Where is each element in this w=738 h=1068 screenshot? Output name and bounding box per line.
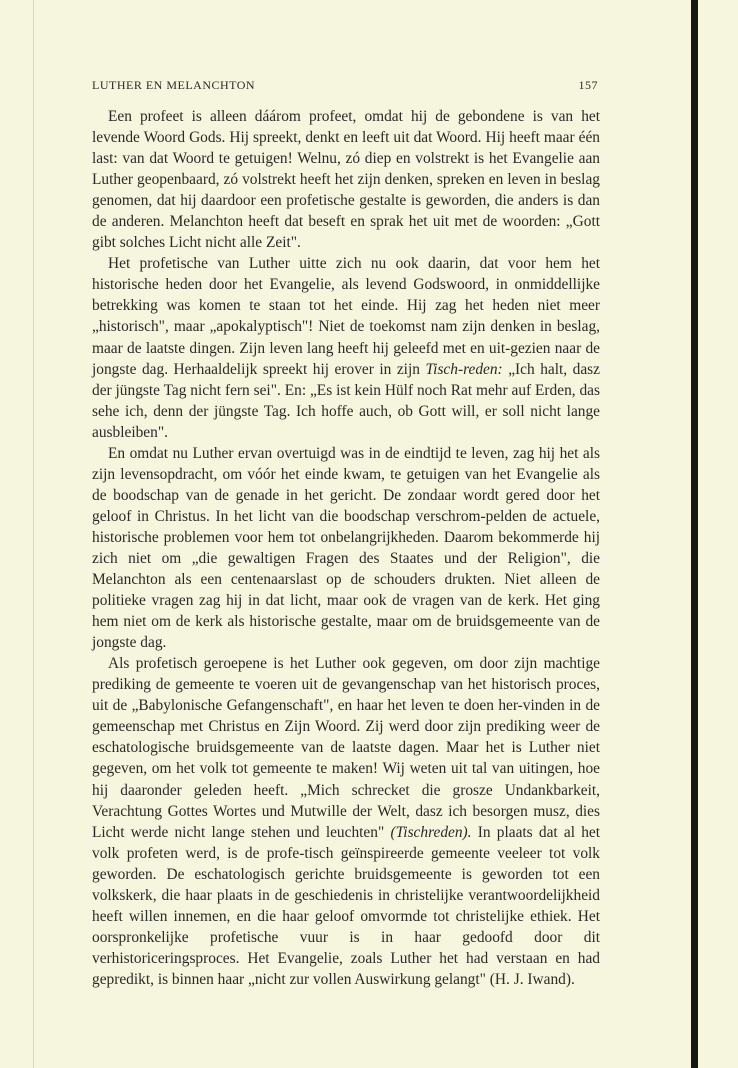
paragraph-text: Een profeet is alleen dáárom profeet, omdat hij de gebondene is van het levende Woord Gods. Hij spreekt, denkt en leeft uit dat Woord. Hij heeft maar één last: van dat Woord te getuigen! Welnu, zó diep en volstrekt is het Evangelie aan Luther geopenbaard, zó volstrekt heeft het zijn denken, spreken en leven in beslag genomen, dat hij daardoor een profetische gestalte is geworden, die anders is dan de anderen. Melanchton heeft dat beseft en sprak het uit met de woorden: „Gott gibt solches Licht nicht alle Zeit". — [92, 108, 600, 252]
paragraph — [92, 253, 600, 442]
paragraph — [92, 106, 600, 253]
running-head: LUTHER EN MELANCHTON — [92, 78, 256, 92]
page-header — [92, 78, 598, 94]
paragraph — [92, 653, 600, 990]
scan-binding-shadow — [691, 0, 698, 1068]
paragraph-text: „Ich halt, dasz der jüngste Tag nicht fern sei". En: „Es ist kein Hülf noch Rat mehr auf Erden, das sehe ich, denn der jüngste Tag. Ich hoffe auch, ob Gott will, er soll nicht lange ausbleiben". — [92, 360, 600, 441]
italic-title: Tisch-reden: — [425, 360, 503, 378]
body-text — [92, 106, 600, 990]
paragraph-text: En omdat nu Luther ervan overtuigd was in de eindtijd te leven, zag hij het als zijn levensopdracht, om vóór het einde kwam, te getuigen van het Evangelie als de boodschap van de genade in het gericht. De zondaar wordt gered door het geloof in Christus. In het licht van die boodschap verschrom-pelden de actuele, historische problemen voor hem tot onbelangrijkheden. Daarom bekommerde hij zich niet om „die gewaltigen Fragen des Staates und der Religion", die Melanchton als een centenaarslast op de schouders drukten. Niet alleen de politieke vragen zag hij in dat licht, maar ook de vragen van de kerk. Het ging hem niet om de kerk als historische gestalte, maar om de bruidsgemeente van de jongste dag. — [92, 444, 600, 652]
paragraph-text: Het profetische van Luther uitte zich nu ook daarin, dat voor hem het historische heden door het Evangelie, als levend Godswoord, in onmiddellijke betrekking was komen te staan tot het einde. Hij zag het heden niet meer „historisch", maar „apokalyptisch"! Niet de toekomst nam zijn denken in beslag, maar de laatste dingen. Zijn leven lang heeft hij geleefd met en uit-gezien naar de jongste dag. Herhaaldelijk spreekt hij erover in zijn — [92, 255, 600, 378]
italic-title: (Tischreden). — [390, 823, 472, 841]
paragraph-text: In plaats dat al het volk profeten werd, is de profe-tisch geïnspireerde gemeente veeleer tot volk geworden. De eschatologisch gerichte bruidsgemeente is geworden tot een volkskerk, die haar plaats in de geschiedenis in christelijke verantwoordelijkheid heeft willen innemen, en die haar geloof omvormde tot christelijke ethiek. Het oorspronkelijke profetische vuur is in haar gedoofd door dit verhistoriceringsproces. Het Evangelie, zoals Luther het had verstaan en had gepredikt, is binnen haar „nicht zur vollen Auswirkung gelangt" (H. J. Iwand). — [92, 823, 600, 988]
scan-page-edge — [33, 0, 34, 1068]
paragraph-text: Als profetisch geroepene is het Luther ook gegeven, om door zijn machtige prediking de gemeente te voeren uit de gevangenschap van het historisch proces, uit de „Babylonische Gefangenschaft", en haar het leven te doen her-vinden in de gemeenschap met Christus en Zijn Woord. Zij werd door zijn prediking weer de eschatologische bruidsgemeente van de laatste dagen. Maar het is Luther niet gegeven, om het volk tot gemeente te maken! Wij weten uit tal van uitingen, hoe hij daaronder geleden heeft. „Mich schrecket die grosze Undankbarkeit, Verachtung Gottes Wortes und Mutwille der Welt, dasz ich besorgen musz, dies Licht werde nicht lange stehen und leuchten" — [92, 655, 600, 841]
page-number: 157 — [578, 78, 598, 92]
paragraph — [92, 443, 600, 653]
